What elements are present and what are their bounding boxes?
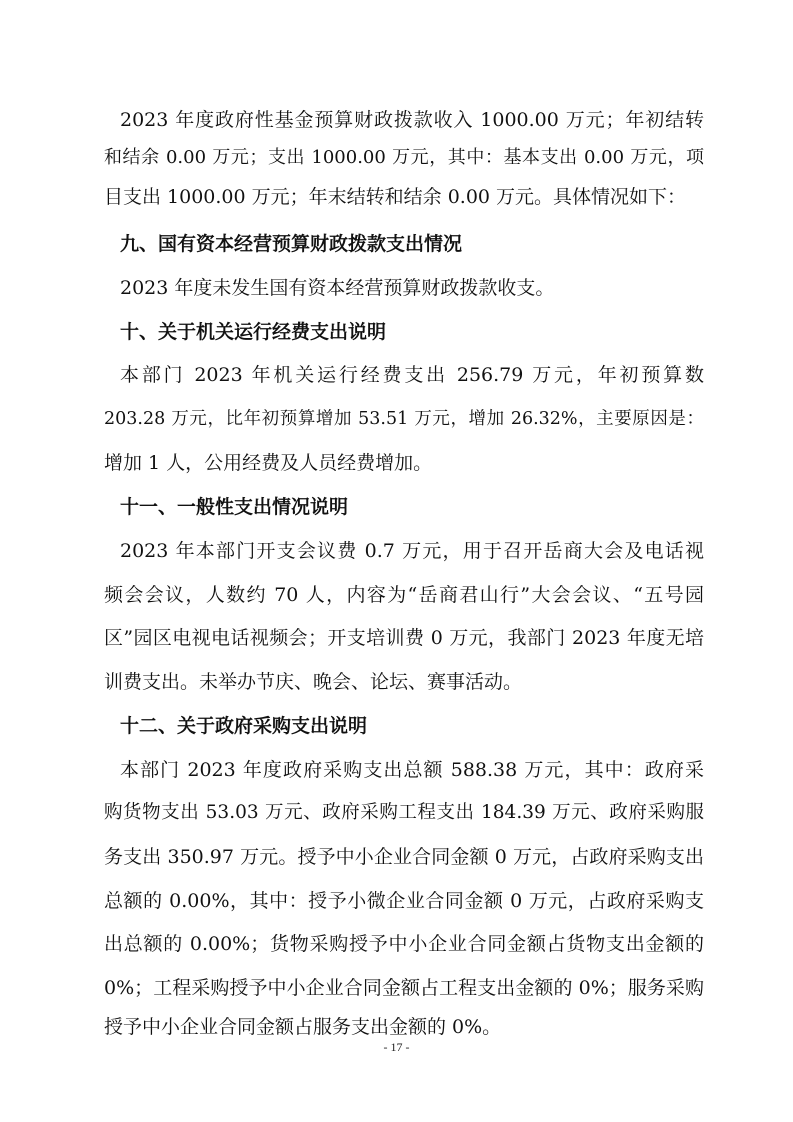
paragraph-line: 0%；工程采购授予中小企业合同金额占工程支出金额的 0%；服务采购 bbox=[104, 977, 704, 999]
section-heading-10: 十、关于机关运行经费支出说明 bbox=[120, 321, 387, 343]
paragraph-line: 区”园区电视电话视频会；开支培训费 0 万元，我部门 2023 年度无培 bbox=[104, 627, 704, 649]
paragraph-line: 2023 年度未发生国有资本经营预算财政拨款收支。 bbox=[120, 277, 555, 299]
paragraph-line: 购货物支出 53.03 万元、政府采购工程支出 184.39 万元、政府采购服 bbox=[104, 802, 704, 823]
paragraph-line: 频会会议，人数约 70 人，内容为“岳商君山行”大会会议、“五号园 bbox=[104, 584, 704, 606]
paragraph-line: 增加 1 人，公用经费及人员经费增加。 bbox=[104, 452, 433, 474]
paragraph-line: 务支出 350.97 万元。授予中小企业合同金额 0 万元，占政府采购支出 bbox=[104, 846, 704, 868]
paragraph-line: 本部门 2023 年度政府采购支出总额 588.38 万元，其中：政府采 bbox=[120, 759, 704, 781]
section-heading-11: 十一、一般性支出情况说明 bbox=[120, 496, 349, 518]
paragraph-line: 本部门 2023 年机关运行经费支出 256.79 万元，年初预算数 bbox=[120, 364, 704, 386]
paragraph-line: 2023 年本部门开支会议费 0.7 万元，用于召开岳商大会及电话视 bbox=[120, 540, 704, 562]
paragraph-line: 和结余 0.00 万元；支出 1000.00 万元，其中：基本支出 0.00 万元，项 bbox=[104, 147, 704, 168]
paragraph-line: 授予中小企业合同金额占服务支出金额的 0%。 bbox=[104, 1016, 502, 1038]
paragraph-line: 训费支出。未举办节庆、晚会、论坛、赛事活动。 bbox=[104, 671, 523, 693]
paragraph-line: 总额的 0.00%，其中：授予小微企业合同金额 0 万元，占政府采购支 bbox=[104, 890, 704, 912]
section-heading-12: 十二、关于政府采购支出说明 bbox=[120, 715, 368, 737]
paragraph-line: 2023 年度政府性基金预算财政拨款收入 1000.00 万元；年初结转 bbox=[120, 109, 704, 131]
page-number: - 17 - bbox=[383, 1040, 410, 1054]
section-heading-9: 九、国有资本经营预算财政拨款支出情况 bbox=[120, 233, 463, 255]
paragraph-line: 出总额的 0.00%；货物采购授予中小企业合同金额占货物支出金额的 bbox=[104, 933, 704, 955]
paragraph-line: 目支出 1000.00 万元；年末结转和结余 0.00 万元。具体情况如下： bbox=[104, 186, 687, 208]
paragraph-line: 203.28 万元，比年初预算增加 53.51 万元，增加 26.32%，主要原因是： bbox=[104, 409, 704, 429]
